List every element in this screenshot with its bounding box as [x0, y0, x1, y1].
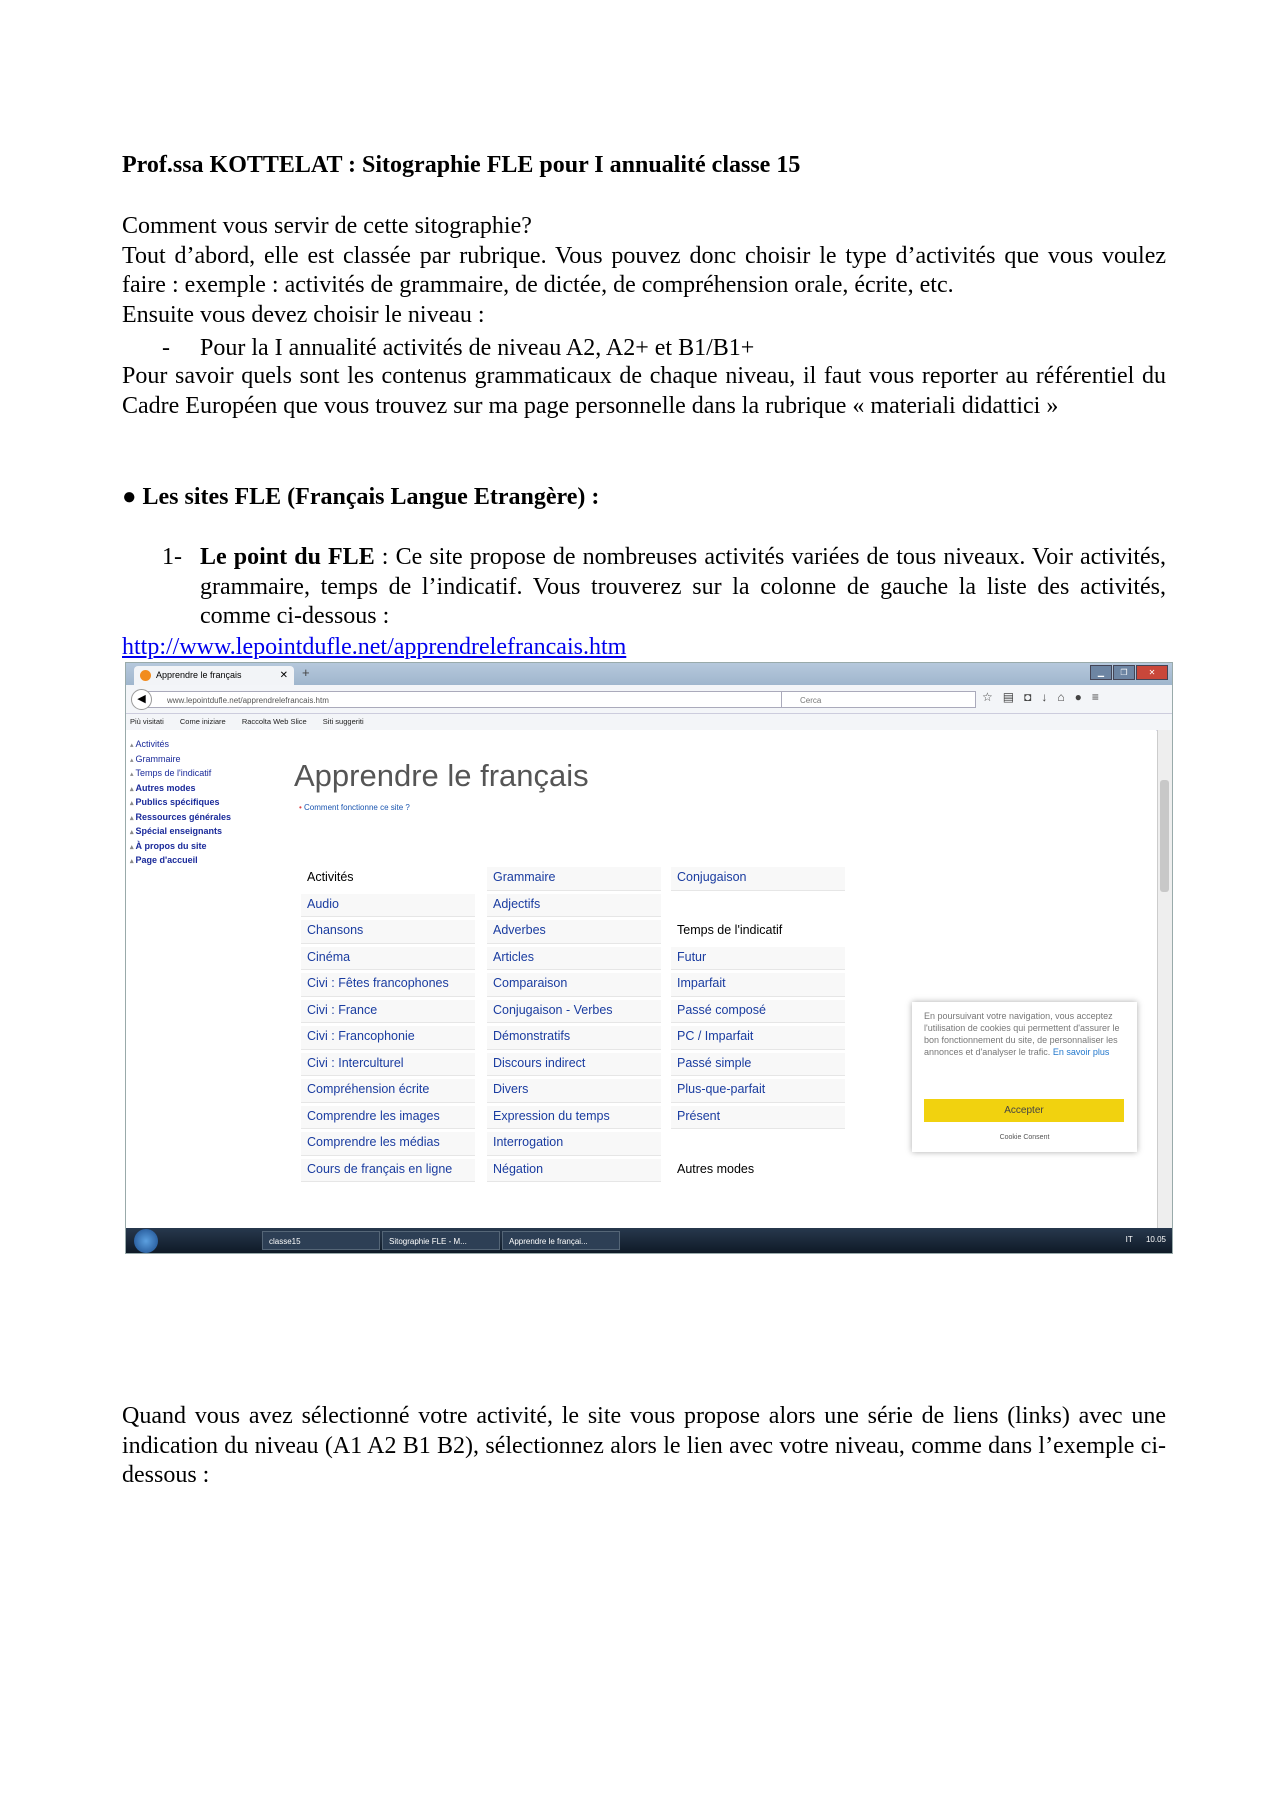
activity-link[interactable]: Civi : France: [301, 1000, 475, 1024]
activity-link[interactable]: Cours de français en ligne: [301, 1159, 475, 1183]
tense-link[interactable]: Passé simple: [671, 1053, 845, 1077]
side-nav-item[interactable]: ▴ Ressources générales: [130, 811, 231, 826]
bookmark-item[interactable]: Più visitati: [130, 717, 164, 726]
after-paragraph: [122, 1402, 1166, 1491]
download-icon[interactable]: ↓: [1041, 690, 1048, 704]
firefox-favicon-icon: [140, 670, 151, 681]
browser-tab[interactable]: [134, 666, 294, 685]
intro-line: Ensuite vous devez choisir le niveau :: [122, 301, 485, 328]
grammar-link[interactable]: Négation: [487, 1159, 661, 1183]
site-link[interactable]: http://www.lepointdufle.net/apprendrelefrancais.htm: [122, 634, 627, 660]
vertical-scrollbar[interactable]: [1157, 730, 1172, 1228]
address-bar[interactable]: www.lepointdufle.net/apprendrelefrancais.htm: [148, 691, 798, 708]
chat-icon[interactable]: ●: [1074, 690, 1082, 704]
minimize-icon[interactable]: ▁: [1090, 665, 1112, 680]
intro-paragraph: [122, 212, 1166, 330]
accept-cookies-button[interactable]: Accepter: [924, 1099, 1124, 1122]
activity-link[interactable]: Civi : Francophonie: [301, 1026, 475, 1050]
how-it-works-link[interactable]: • Comment fonctionne ce site ?: [299, 803, 410, 812]
section-heading: ● Les sites FLE (Français Langue Etrangère) :: [122, 484, 600, 510]
grammar-link[interactable]: Articles: [487, 947, 661, 971]
conjugation-heading-link[interactable]: Conjugaison: [671, 867, 845, 891]
system-tray: [1126, 1235, 1166, 1244]
windows-taskbar: [126, 1228, 1172, 1253]
level-list-item: [162, 334, 754, 364]
search-input[interactable]: Cerca: [781, 691, 976, 708]
side-nav-item[interactable]: ▴ Spécial enseignants: [130, 825, 231, 840]
side-nav-item[interactable]: ▴ Temps de l'indicatif: [130, 767, 231, 782]
spacer-cell: [671, 1132, 845, 1156]
side-nav-item[interactable]: ▴ Autres modes: [130, 782, 231, 797]
side-nav-item[interactable]: ▴ Grammaire: [130, 753, 231, 768]
side-navigation: [130, 738, 231, 869]
spacer-cell: [671, 894, 845, 918]
web-content: [126, 730, 1156, 1228]
bookmark-item[interactable]: Siti suggeriti: [322, 717, 364, 726]
site-name: Le point du FLE: [200, 544, 375, 570]
grammar-link[interactable]: Discours indirect: [487, 1053, 661, 1077]
back-arrow-icon[interactable]: ◀: [131, 689, 152, 710]
activity-link[interactable]: Chansons: [301, 920, 475, 944]
menu-icon[interactable]: ≡: [1091, 690, 1099, 704]
reading-list-icon[interactable]: ▤: [1002, 690, 1015, 704]
conjugation-column: [671, 867, 845, 1185]
pocket-icon[interactable]: ◘: [1024, 690, 1032, 704]
list-item-text: Pour la I annualité activités de niveau A2, A2+ et B1/B1+: [200, 335, 755, 361]
list-dash: -: [162, 335, 170, 361]
side-nav-item[interactable]: ▴ À propos du site: [130, 840, 231, 855]
activities-column: [301, 867, 475, 1185]
maximize-icon[interactable]: ❐: [1113, 665, 1135, 680]
grammar-link[interactable]: Conjugaison - Verbes: [487, 1000, 661, 1024]
new-tab-icon[interactable]: +: [302, 665, 310, 680]
item-number: 1-: [162, 544, 182, 570]
activity-link[interactable]: Audio: [301, 894, 475, 918]
grammar-heading-link[interactable]: Grammaire: [487, 867, 661, 891]
grammar-column: [487, 867, 661, 1185]
reference-paragraph: [122, 362, 1166, 421]
taskbar-item[interactable]: classe15: [262, 1231, 380, 1250]
scroll-thumb[interactable]: [1160, 780, 1169, 892]
bookmarks-bar: [126, 714, 1172, 731]
document-title: Prof.ssa KOTTELAT : Sitographie FLE pour I annualité classe 15: [122, 152, 801, 178]
activity-link[interactable]: Civi : Fêtes francophones: [301, 973, 475, 997]
home-icon[interactable]: ⌂: [1057, 690, 1065, 704]
site-description: : Ce site propose de nombreuses activités variées de tous niveaux. Voir activités, grammaire, temps de l’indicatif. Vous trouverez sur la colonne de gauche la liste des activités, comme ci-dessous :: [200, 544, 1166, 629]
column-heading: Autres modes: [671, 1159, 845, 1183]
grammar-link[interactable]: Adjectifs: [487, 894, 661, 918]
activity-link[interactable]: Compréhension écrite: [301, 1079, 475, 1103]
grammar-link[interactable]: Adverbes: [487, 920, 661, 944]
cookie-text: En poursuivant votre navigation, vous acceptez l'utilisation de cookies qui permettent d'assurer le bon fonctionnement du site, de personnaliser les annonces et d'analyser le trafic.: [924, 1011, 1120, 1057]
tray-clock[interactable]: 10.05: [1145, 1235, 1166, 1244]
side-nav-item[interactable]: ▴ Activités: [130, 738, 231, 753]
site-title: Apprendre le français: [294, 758, 589, 793]
grammar-link[interactable]: Divers: [487, 1079, 661, 1103]
cookie-banner: [912, 1002, 1137, 1152]
tense-link[interactable]: PC / Imparfait: [671, 1026, 845, 1050]
window-controls: [1090, 665, 1168, 680]
windows-start-icon[interactable]: [134, 1229, 158, 1253]
bookmark-item[interactable]: Come iniziare: [179, 717, 226, 726]
taskbar-item[interactable]: Apprendre le françai...: [502, 1231, 620, 1250]
grammar-link[interactable]: Interrogation: [487, 1132, 661, 1156]
after-text: Quand vous avez sélectionné votre activité, le site vous propose alors une série de liens (links) avec une indication du niveau (A1 A2 B1 B2), sélectionnez alors le lien avec votre niveau, comme dans l’exemple ci-dessous :: [122, 1403, 1166, 1488]
activity-link[interactable]: Comprendre les médias: [301, 1132, 475, 1156]
bookmark-item[interactable]: Raccolta Web Slice: [241, 717, 307, 726]
cookie-more-link[interactable]: En savoir plus: [1052, 1047, 1110, 1057]
tense-link[interactable]: Présent: [671, 1106, 845, 1130]
grammar-link[interactable]: Démonstratifs: [487, 1026, 661, 1050]
tense-link[interactable]: Plus-que-parfait: [671, 1079, 845, 1103]
tab-title: Apprendre le français: [156, 670, 242, 680]
close-tab-icon[interactable]: ✕: [279, 670, 288, 681]
activity-link[interactable]: Cinéma: [301, 947, 475, 971]
grammar-link[interactable]: Comparaison: [487, 973, 661, 997]
site-list-item: [162, 543, 1166, 632]
intro-line: Comment vous servir de cette sitographie?: [122, 213, 532, 239]
taskbar-item[interactable]: Sitographie FLE - M...: [382, 1231, 500, 1250]
tense-link[interactable]: Imparfait: [671, 973, 845, 997]
grammar-link[interactable]: Expression du temps: [487, 1106, 661, 1130]
side-nav-item[interactable]: ▴ Publics spécifiques: [130, 796, 231, 811]
column-heading: Activités: [301, 867, 475, 891]
activity-link[interactable]: Comprendre les images: [301, 1106, 475, 1130]
toolbar-icons: [982, 690, 1099, 704]
cookie-consent-brand: Cookie Consent: [999, 1134, 1050, 1141]
side-nav-item[interactable]: ▴ Page d'accueil: [130, 854, 231, 869]
intro-line: Tout d’abord, elle est classée par rubrique. Vous pouvez donc choisir le type d’activités que vous voulez faire : exemple : activités de grammaire, de dictée, de compréhension orale, écrite, etc.: [122, 242, 1166, 298]
close-window-icon[interactable]: ✕: [1136, 665, 1168, 680]
column-heading: Temps de l'indicatif: [671, 920, 845, 944]
item-text: [200, 543, 1166, 632]
tab-bar: [126, 663, 1172, 685]
star-icon[interactable]: ☆: [982, 690, 993, 704]
tray-language[interactable]: IT: [1125, 1235, 1133, 1244]
tense-link[interactable]: Futur: [671, 947, 845, 971]
reference-text: Pour savoir quels sont les contenus grammaticaux de chaque niveau, il faut vous reporter au référentiel du Cadre Européen que vous trouvez sur ma page personnelle dans la rubrique « materiali didattici »: [122, 363, 1166, 419]
activity-link[interactable]: Civi : Interculturel: [301, 1053, 475, 1077]
tense-link[interactable]: Passé composé: [671, 1000, 845, 1024]
browser-screenshot: [125, 662, 1173, 1254]
navigation-bar: [126, 685, 1172, 714]
